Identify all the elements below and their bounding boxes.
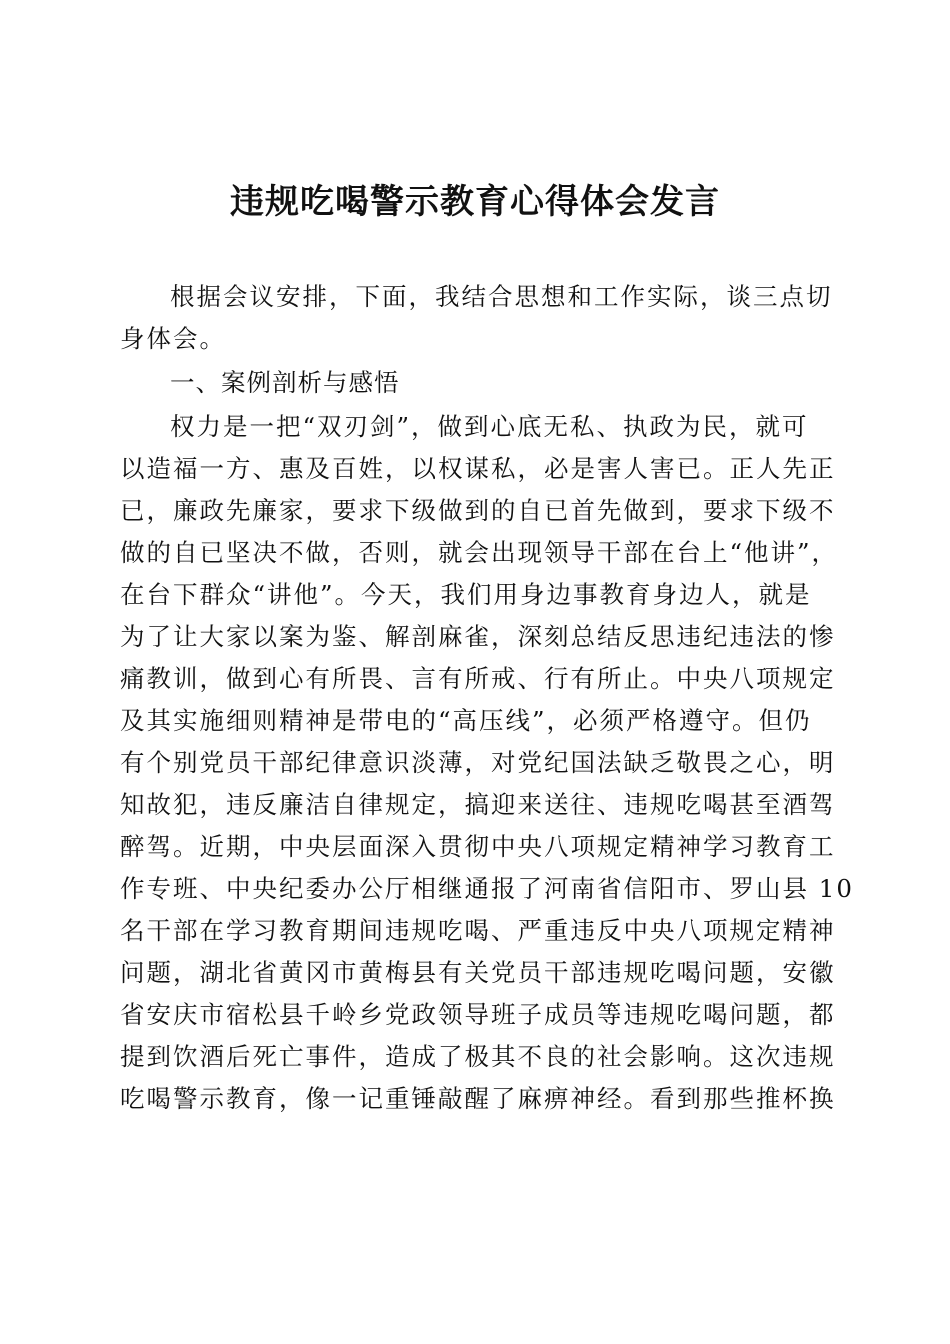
paragraph-line: 吃喝警示教育，像一记重锤敲醒了麻痹神经。看到那些推杯换 — [120, 1084, 836, 1113]
paragraph-line: 作专班、中央纪委办公厅相继通报了河南省信阳市、罗山县 10 — [120, 874, 854, 903]
paragraph-line: 名干部在学习教育期间违规吃喝、严重违反中央八项规定精神 — [120, 916, 836, 945]
paragraph-line: 在台下群众“讲他”。今天，我们用身边事教育身边人，就是 — [120, 580, 812, 609]
paragraph-line: 及其实施细则精神是带电的“高压线”，必须严格遵守。但仍 — [120, 706, 812, 735]
paragraph-line: 问题，湖北省黄冈市黄梅县有关党员干部违规吃喝问题，安徽 — [120, 958, 836, 987]
paragraph-line: 根据会议安排，下面，我结合思想和工作实际，谈三点切 — [170, 282, 833, 311]
paragraph-line: 省安庆市宿松县千岭乡党政领导班子成员等违规吃喝问题，都 — [120, 1000, 836, 1029]
document-body — [120, 276, 854, 1120]
paragraph-line: 痛教训，做到心有所畏、言有所戒、行有所止。中央八项规定 — [120, 664, 836, 693]
paragraph-line: 有个别党员干部纪律意识淡薄，对党纪国法缺乏敬畏之心，明 — [120, 748, 836, 777]
paragraph-line: 以造福一方、惠及百姓，以权谋私，必是害人害已。正人先正 — [120, 454, 836, 483]
paragraph-line: 权力是一把“双刃剑”，做到心底无私、执政为民，就可 — [170, 412, 809, 441]
paragraph-line: 知故犯，违反廉洁自律规定，搞迎来送往、违规吃喝甚至酒驾 — [120, 790, 836, 819]
paragraph-line: 做的自已坚决不做，否则，就会出现领导干部在台上“他讲”， — [120, 538, 839, 567]
paragraph-line: 提到饮酒后死亡事件，造成了极其不良的社会影响。这次违规 — [120, 1042, 836, 1071]
document-title: 违规吃喝警示教育心得体会发言 — [230, 182, 720, 222]
section-heading: 一、案例剖析与感悟 — [170, 368, 400, 397]
paragraph-line: 已，廉政先廉家，要求下级做到的自已首先做到，要求下级不 — [120, 496, 836, 525]
paragraph-line: 为了让大家以案为鉴、解剖麻雀，深刻总结反思违纪违法的惨 — [120, 622, 836, 651]
paragraph-line: 身体会。 — [120, 324, 226, 353]
paragraph-line: 醉驾。近期，中央层面深入贯彻中央八项规定精神学习教育工 — [120, 832, 836, 861]
